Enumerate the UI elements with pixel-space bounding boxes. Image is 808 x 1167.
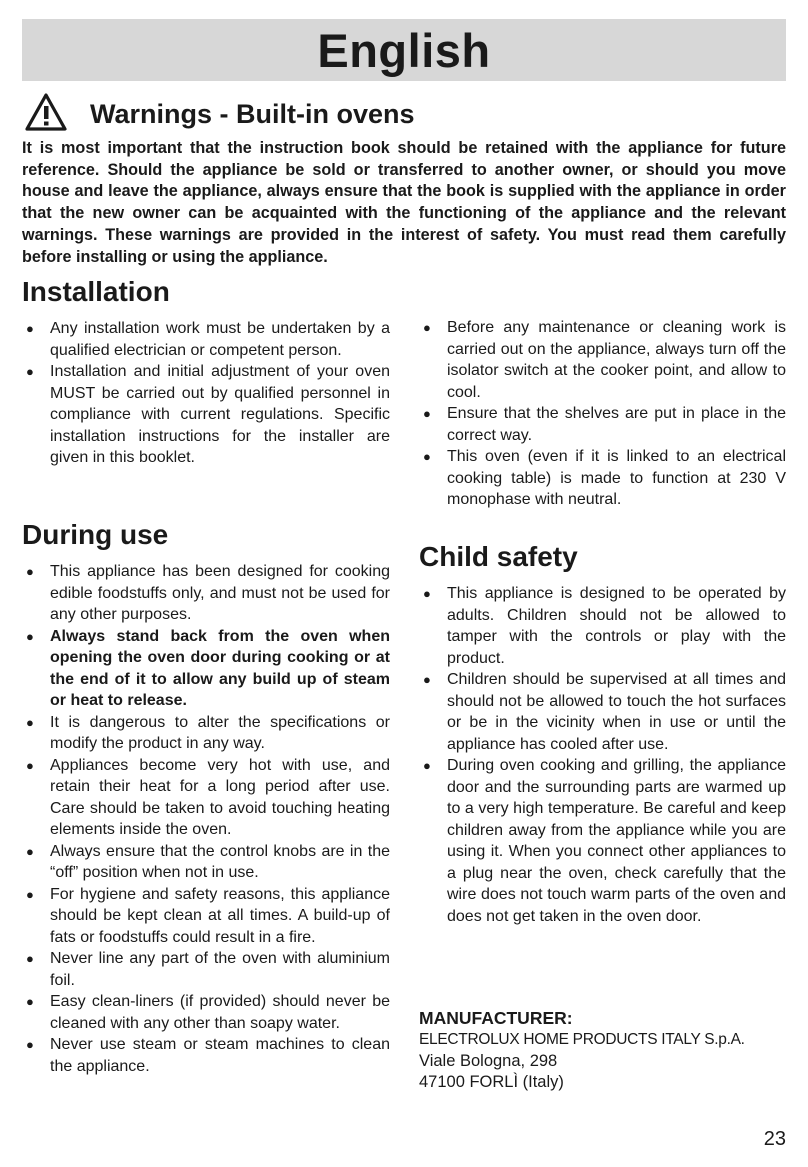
bullet-icon: ● — [423, 449, 431, 464]
list-item: ● Children should be supervised at all times and should not be allowed to touch the hot surfaces or be in the vicinity when in use or until the appliance has cooled after use. — [423, 671, 786, 753]
list-item: ● Ensure that the shelves are put in place in the correct way. — [423, 405, 786, 444]
bullet-icon: ● — [26, 1037, 34, 1052]
list-item: ● Always ensure that the control knobs are in the “off” position when not in use. — [26, 842, 390, 881]
warnings-header — [24, 92, 415, 136]
bullet-icon: ● — [26, 994, 34, 1009]
bullet-icon: ● — [26, 364, 34, 379]
warnings-intro: It is most important that the instruction book should be retained with the appliance for future reference. Should the appliance be sold or transferred to another owner, or should you move house and leave the appliance, always ensure that the book is supplied with the appliance in order that the new owner can be acquainted with the functioning of the appliance and the relevant warnings. These warnings are provided in the interest of safety. You must read them carefully before installing or using the appliance. — [22, 139, 786, 266]
list-item: ● It is dangerous to alter the specifications or modify the product in any way. — [26, 713, 390, 752]
child-safety-list — [419, 583, 786, 927]
installation-list — [22, 318, 390, 469]
language-title: English — [317, 23, 491, 77]
list-item: ● Appliances become very hot with use, and retain their heat for a long period after use. Care should be taken to avoid touching heating elements inside the oven. — [26, 756, 390, 838]
bullet-icon: ● — [26, 951, 34, 966]
warnings-title: Warnings - Built-in ovens — [90, 98, 415, 129]
during-use-title: During use — [22, 519, 169, 550]
during-use-section — [22, 519, 390, 1077]
list-item: ● During oven cooking and grilling, the appliance door and the surrounding parts are warmed up to a very high temperature. Be careful and keep children away from the appliance while you are using it. When you connect other appliances to a plug near the oven, check carefully that the wire does not touch warm parts of the oven and does not get taken in the oven door. — [423, 757, 786, 925]
manufacturer-block — [419, 1007, 786, 1094]
list-item: ● This oven (even if it is linked to an electrical cooking table) is made to function at 230 V monophase with neutral. — [423, 448, 786, 508]
child-safety-section — [419, 541, 786, 927]
bullet-icon: ● — [26, 564, 34, 579]
page-number: 23 — [763, 1128, 786, 1150]
manufacturer-company: ELECTROLUX HOME PRODUCTS ITALY S.p.A. — [419, 1031, 745, 1048]
bullet-icon: ● — [26, 843, 34, 859]
child-safety-title: Child safety — [419, 541, 578, 572]
list-item: ● Always stand back from the oven when opening the oven door during cooking or at the end of it to allow any build up of steam or heat to release. — [26, 627, 390, 709]
list-item: ● Installation and initial adjustment of your oven MUST be carried out by qualified personnel in compliance with current regulations. Specific installation instructions for the installer are given in this booklet. — [26, 363, 390, 466]
list-item: ● Never use steam or steam machines to clean the appliance. — [26, 1036, 390, 1075]
bullet-icon: ● — [26, 321, 34, 336]
list-item: ● Any installation work must be undertaken by a qualified electrician or competent person. — [26, 320, 390, 359]
language-banner — [22, 19, 786, 81]
list-item: ● This appliance is designed to be operated by adults. Children should not be allowed to tamper with the controls or play with the product. — [423, 585, 786, 667]
bullet-icon: ● — [423, 672, 431, 687]
bullet-icon: ● — [423, 586, 431, 601]
list-item: ● Never line any part of the oven with aluminium foil. — [26, 950, 390, 989]
bullet-icon: ● — [26, 714, 34, 730]
list-item: ● For hygiene and safety reasons, this appliance should be kept clean at all times. A build-up of fats or foodstuffs could result in a fire. — [26, 885, 390, 946]
bullet-icon: ● — [26, 628, 34, 644]
maintenance-section — [419, 317, 786, 511]
list-item: ● This appliance has been designed for cooking edible foodstuffs only, and must not be used for any other purposes. — [26, 563, 390, 623]
during-use-list — [22, 561, 390, 1077]
manufacturer-city: 47100 FORLÌ (Italy) — [419, 1073, 564, 1091]
bullet-icon: ● — [26, 886, 34, 902]
manufacturer-title: MANUFACTURER: — [419, 1008, 573, 1028]
warning-triangle-icon — [24, 92, 68, 137]
bullet-icon: ● — [26, 757, 34, 773]
installation-title: Installation — [22, 276, 170, 307]
installation-section — [22, 276, 390, 469]
manufacturer-street: Viale Bologna, 298 — [419, 1051, 558, 1070]
bullet-icon: ● — [423, 758, 431, 773]
maintenance-list — [419, 317, 786, 511]
bullet-icon: ● — [423, 320, 431, 335]
bullet-icon: ● — [423, 406, 431, 421]
list-item: ● Easy clean-liners (if provided) should never be cleaned with any other than soapy water. — [26, 993, 390, 1032]
list-item: ● Before any maintenance or cleaning work is carried out on the appliance, always turn off the isolator switch at the cooker point, and allow to cool. — [423, 319, 786, 401]
